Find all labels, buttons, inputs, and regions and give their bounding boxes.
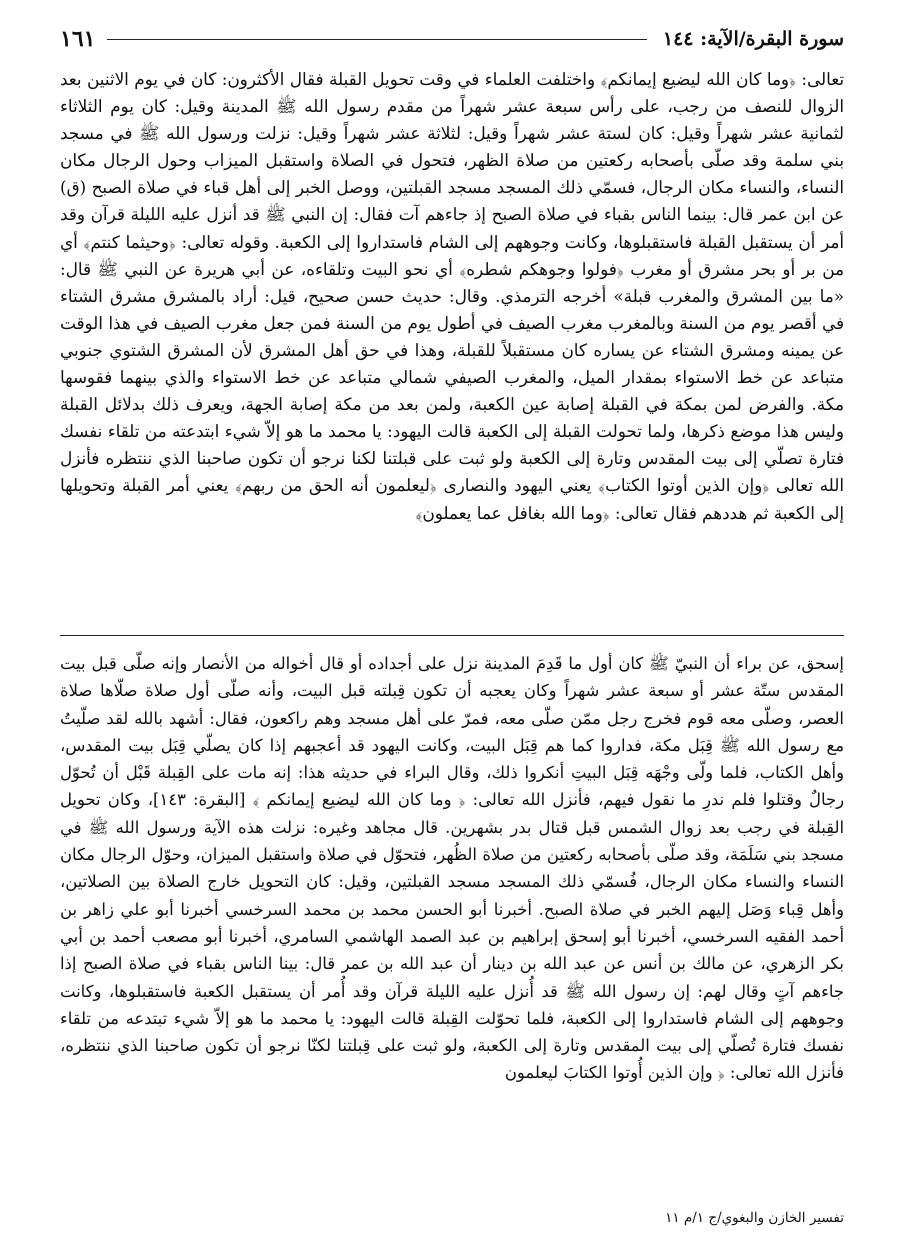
- header-rule: [107, 39, 646, 40]
- section-divider: [60, 635, 844, 636]
- commentary-paragraph: إسحق، عن براء أن النبيّ ﷺ كان أول ما قَدِمَ المدينة نزل على أجداده أو قال أخواله من الأنصار وإنه صلّى قبل بيت المقدس ستّة عشر أو سبعة عشر شهراً وكان يعجبه أن تكون قِبلته قبل البيت، وأنه صلّى أول صلاة صلّاها صلاة العصر، وصلّى معه قوم فخرج رجل ممّن صلّى معه، فمرّ على أهل مسجد وهم راكعون، فقال: أشهد بالله لقد صلّيتُ مع رسول الله ﷺ قِبَل مكة، فداروا كما هم قِبَل البيت، وكانت اليهود قد أعجبهم إذا كان يصلّي قِبَل بيت المقدس، وأهل الكتاب، فلما ولّى وجْهَه قِبَل البيتِ أنكروا ذلك، وقال البراء في حديثه هذا: إنه مات على القِبلة قَبْل أن تُحوّل رجالٌ وقتلوا فلم ندرِ ما نقول فيهم، فأنزل الله تعالى: ﴿ وما كان الله ليضيع إيمانكم ﴾ [البقرة: ١٤٣]، وكان تحويل القِبلة في رجب بعد زوال الشمس قبل قتال بدر بشهرين. قال مجاهد وغيره: نزلت هذه الآية ورسول الله ﷺ في مسجد بني سَلَمَة، وقد صلّى بأصحابه ركعتين من صلاة الظُهر، فتحوّل في صلاة واستقبل الميزان، وحوّل الرجال مكان النساء والنساء مكان الرجال، فُسمّي ذلك المسجد مسجد القبلتين، وقيل: كان التحويل خارج الصلاة بين الصلاتين، وأهل قِباء وَصَل إليهم الخبر في صلاة الصبح. أخبرنا أبو الحسن محمد بن محمد السرخسي أخبرنا أبو علي زاهر بن أحمد الفقيه السرخسي، أخبرنا أبو إسحق إبراهيم بن عبد الصمد الهاشمي السامري، أخبرنا أبو مصعب أحمد بن أبي بكر الزهري، عن مالك بن أنس عن عبد الله بن دينار أن عبد الله بن عمر قال: بينا الناس بقباء في صلاة الصبح إذا جاءهم آتٍ وقال لهم: إن رسول الله ﷺ قد أُنزل عليه الليلة قرآن وقد أُمر أن يستقبل الكعبة فاستقبلوها، وكانت وجوههم إلى الشام فاستداروا إلى الكعبة، فلما تحوّلت القِبلة قالت اليهود: يا محمد ما هو إلاّ شيء تبتدعه من تلقاء نفسك فتارة تُصلّي إلى بيت المقدس وتارة إلى الكعبة، ولو ثبت على قِبلتنا لكنّا نرجو أن تكون صاحبنا الذي ننتظره، فأنزل الله تعالى: ﴿ وإن الذين أُوتوا الكتابَ ليعلمون: [60, 654, 844, 1083]
- main-paragraph: تعالى: ﴿وما كان الله ليضيع إيمانكم﴾ واختلفت العلماء في وقت تحويل القبلة فقال الأكثرون: كان في يوم الاثنين بعد الزوال للنصف من رجب، على رأس سبعة عشر شهراً من مقدم رسول الله ﷺ المدينة وقيل: كان يوم الثلاثاء لثمانية عشر شهراً وقيل: كان لستة عشر شهراً وقيل: لثلاثة عشر شهراً وقيل: نزلت ورسول الله ﷺ في مسجد بني سلمة وقد صلّى بأصحابه ركعتين من صلاة الظهر، فتحول في الصلاة واستقبل الميزاب وحول الرجال مكان النساء، والنساء مكان الرجال، فسمّي ذلك المسجد مسجد القبلتين، ووصل الخبر إلى أهل قباء في صلاة الصبح (ق) عن ابن عمر قال: بينما الناس بقباء في صلاة الصبح إذ جاءهم آت فقال: إن النبي ﷺ قد أنزل عليه الليلة قرآن وقد أمر أن يستقبل القبلة فاستقبلوها، وكانت وجوههم إلى الشام فاستداروا إلى الكعبة. وقوله تعالى: ﴿وحيثما كنتم﴾ أي من بر أو بحر مشرق أو مغرب ﴿فولوا وجوهكم شطره﴾ أي نحو البيت وتلقاءه، عن أبي هريرة عن النبي ﷺ قال: «ما بين المشرق والمغرب قبلة» أخرجه الترمذي. وقال: حديث حسن صحيح، قيل: أراد بالمشرق مشرق الشتاء في أقصر يوم من السنة وبالمغرب مغرب الصيف في أطول يوم من السنة فمن جعل مغرب الصيف في هذا الوقت عن يمينه ومشرق الشتاء عن يساره كان مستقبلاً للقبلة، وهذا في حق أهل المشرق لأن المشرق الشتوي جنوبي متباعد عن خط الاستواء بمقدار الميل، والمغرب الصيفي شمالي متباعد عن خط الاستواء والذي بينهما فقوسها مكة. والفرض لمن بمكة في القبلة إصابة عين الكعبة، ولمن بعد من مكة إصابة الجهة، ويعرف ذلك بدلائل القبلة وليس هذا موضع ذكرها، ولما تحولت القبلة إلى الكعبة قالت اليهود: يا محمد ما هو إلاّ شيء ابتدعته من تلقاء نفسك فتارة تصلّي إلى بيت المقدس وتارة إلى الكعبة ولو ثبت على قبلتنا لكنا نرجو أن تكون صاحبنا الذي ننتظره فأنزل الله تعالى ﴿وإن الذين أوتوا الكتاب﴾ يعني اليهود والنصارى ﴿ليعلمون أنه الحق من ربهم﴾ يعني أمر القبلة وتحويلها إلى الكعبة ثم هددهم فقال تعالى: ﴿وما الله بغافل عما يعملون﴾: [60, 69, 844, 523]
- book-signature-footer: تفسير الخازن والبغوي/ج ١/م ١١: [665, 1210, 844, 1226]
- book-page: [60, 22, 844, 1237]
- tafsir-main-text: [60, 66, 844, 632]
- commentary-text: [60, 650, 844, 1206]
- page-number: ١٦١: [60, 26, 96, 52]
- surah-verse-title: سورة البقرة/الآية: ١٤٤: [662, 28, 844, 50]
- page-header: [60, 22, 844, 56]
